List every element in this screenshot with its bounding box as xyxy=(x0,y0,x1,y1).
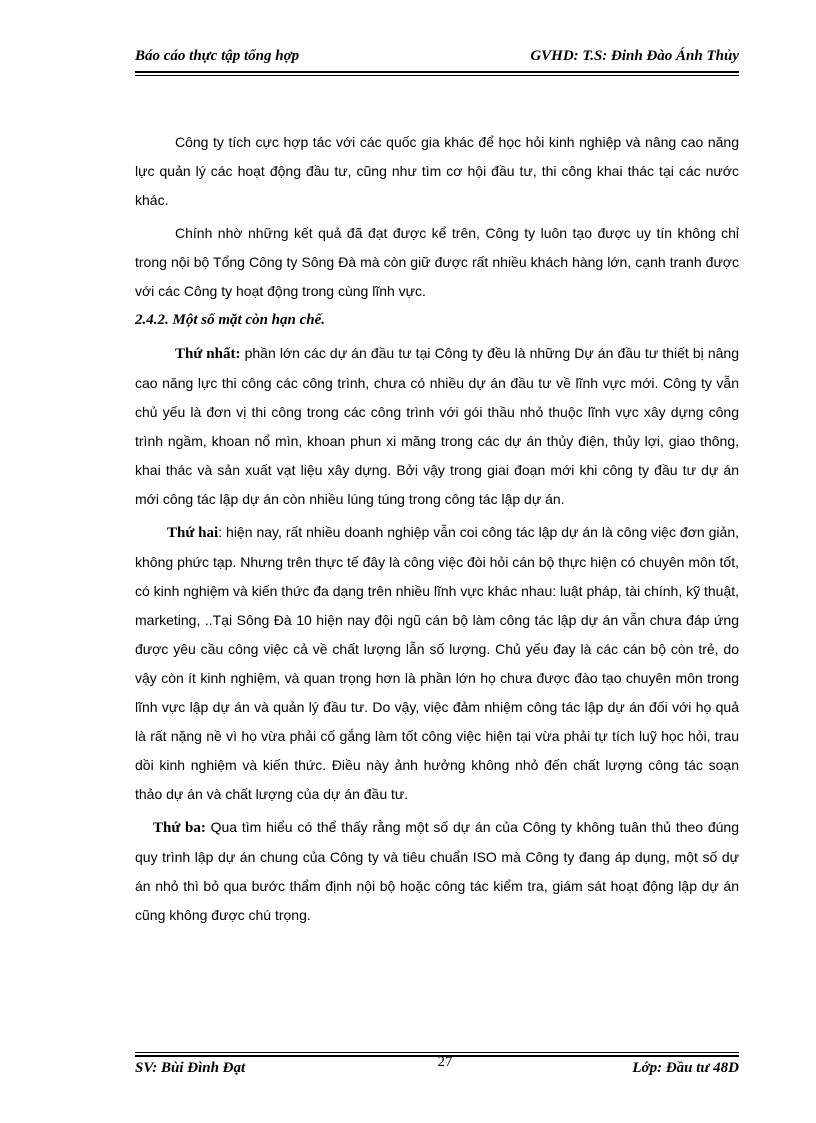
page-body xyxy=(135,128,739,930)
point-lead: Thứ nhất: xyxy=(175,346,241,362)
page-number: 27 xyxy=(437,1054,453,1070)
footer-divider-thin xyxy=(135,1052,739,1053)
header-divider-thick xyxy=(135,71,739,73)
paragraph: Công ty tích cực hợp tác với các quốc gia khác để học hỏi kinh nghiệp và nâng cao năng lực quản lý các hoạt động đầu tư, cũng như tìm cơ hội đầu tư, thi công khai thác tại các nước khác. xyxy=(135,134,739,208)
point-text: phần lớn các dự án đầu tư tại Công ty đều là những Dự án đầu tư thiết bị nâng cao năng lực thi công các công trình, chưa có nhiều dự án đầu tư về lĩnh vực mới. Công ty vẫn chủ yếu là đơn vị thi công trong các công trình với gói thầu nhỏ thuộc lĩnh vực xây dựng công trình ngầm, khoan nổ mìn, khoan phun xi măng trong các dự án thủy điện, thủy lợi, giao thông, khai thác và sản xuất vạt liệu xây dựng. Bởi vậy trong giai đoạn mới khi công ty đầu tư dự án mới công tác lập dự án còn nhiều lúng túng trong công tác lập dự án. xyxy=(135,345,740,507)
point-paragraph xyxy=(135,518,739,809)
footer-student: SV: Bùi Đình Đạt xyxy=(135,1060,246,1076)
point-text: : hiện nay, rất nhiều doanh nghiệp vẫn coi công tác lập dự án là công việc đơn giản, không phức tạp. Nhưng trên thực tế đây là công việc đòi hỏi cán bộ thực hiện có chuyên môn tốt, có kinh nghiệm và kiến thức đa dạng trên nhiều lĩnh vực khác nhau: luật pháp, tài chính, kỹ thuật, marketing, ..Tại Sông Đà 10 hiện nay đội ngũ cán bộ làm công tác lập dự án vẫn chưa đáp ứng được yêu cầu công việc cả về chất lượng lẫn số lượng. Chủ yếu đay là các cán bộ còn trẻ, do vậy còn ít kinh nghiệm, và quan trọng hơn là phần lớn họ chưa được đào tạo chuyên môn trong lĩnh vực lập dự án và quản lý đầu tư. Do vậy, việc đảm nhiệm công tác lập dự án đối với họ quả là rất nặng nề vì họ vừa phải cố gắng làm tốt công việc hiện tại vừa phải tự tích luỹ học hỏi, trau dồi kinh nghiệm và kiến thức. Điều này ảnh hưởng không nhỏ đến chất lượng công tác soạn thảo dự án và chất lượng của dự án đầu tư. xyxy=(135,524,740,802)
point-lead: Thứ ba: xyxy=(153,820,206,836)
page-header xyxy=(135,46,739,70)
section-heading: 2.4.2. Một số mặt còn hạn chế. xyxy=(135,312,326,328)
footer-class: Lớp: Đầu tư 48D xyxy=(632,1060,739,1076)
point-paragraph xyxy=(135,813,739,930)
point-paragraph xyxy=(135,339,739,514)
paragraph: Chính nhờ những kết quả đã đạt được kể trên, Công ty luôn tạo được uy tín không chỉ trong nội bộ Tổng Công ty Sông Đà mà còn giữ được rất nhiều khách hàng lớn, cạnh tranh được với các Công ty hoạt động trong cùng lĩnh vực. xyxy=(135,225,739,299)
header-report-title: Báo cáo thực tập tổng hợp xyxy=(135,48,300,64)
point-lead: Thứ hai xyxy=(167,525,219,541)
point-text: Qua tìm hiểu có thể thấy rằng một số dự án của Công ty không tuân thủ theo đúng quy trình lập dự án chung của Công ty và tiêu chuẩn ISO mà Công ty đang áp dụng, một số dự án nhỏ thì bỏ qua bước thẩm định nội bộ hoặc công tác kiểm tra, giám sát hoạt động lập dự án cũng không được chú trọng. xyxy=(135,819,739,923)
header-supervisor: GVHD: T.S: Đinh Đào Ánh Thủy xyxy=(530,48,739,64)
header-divider-thin xyxy=(135,75,739,76)
